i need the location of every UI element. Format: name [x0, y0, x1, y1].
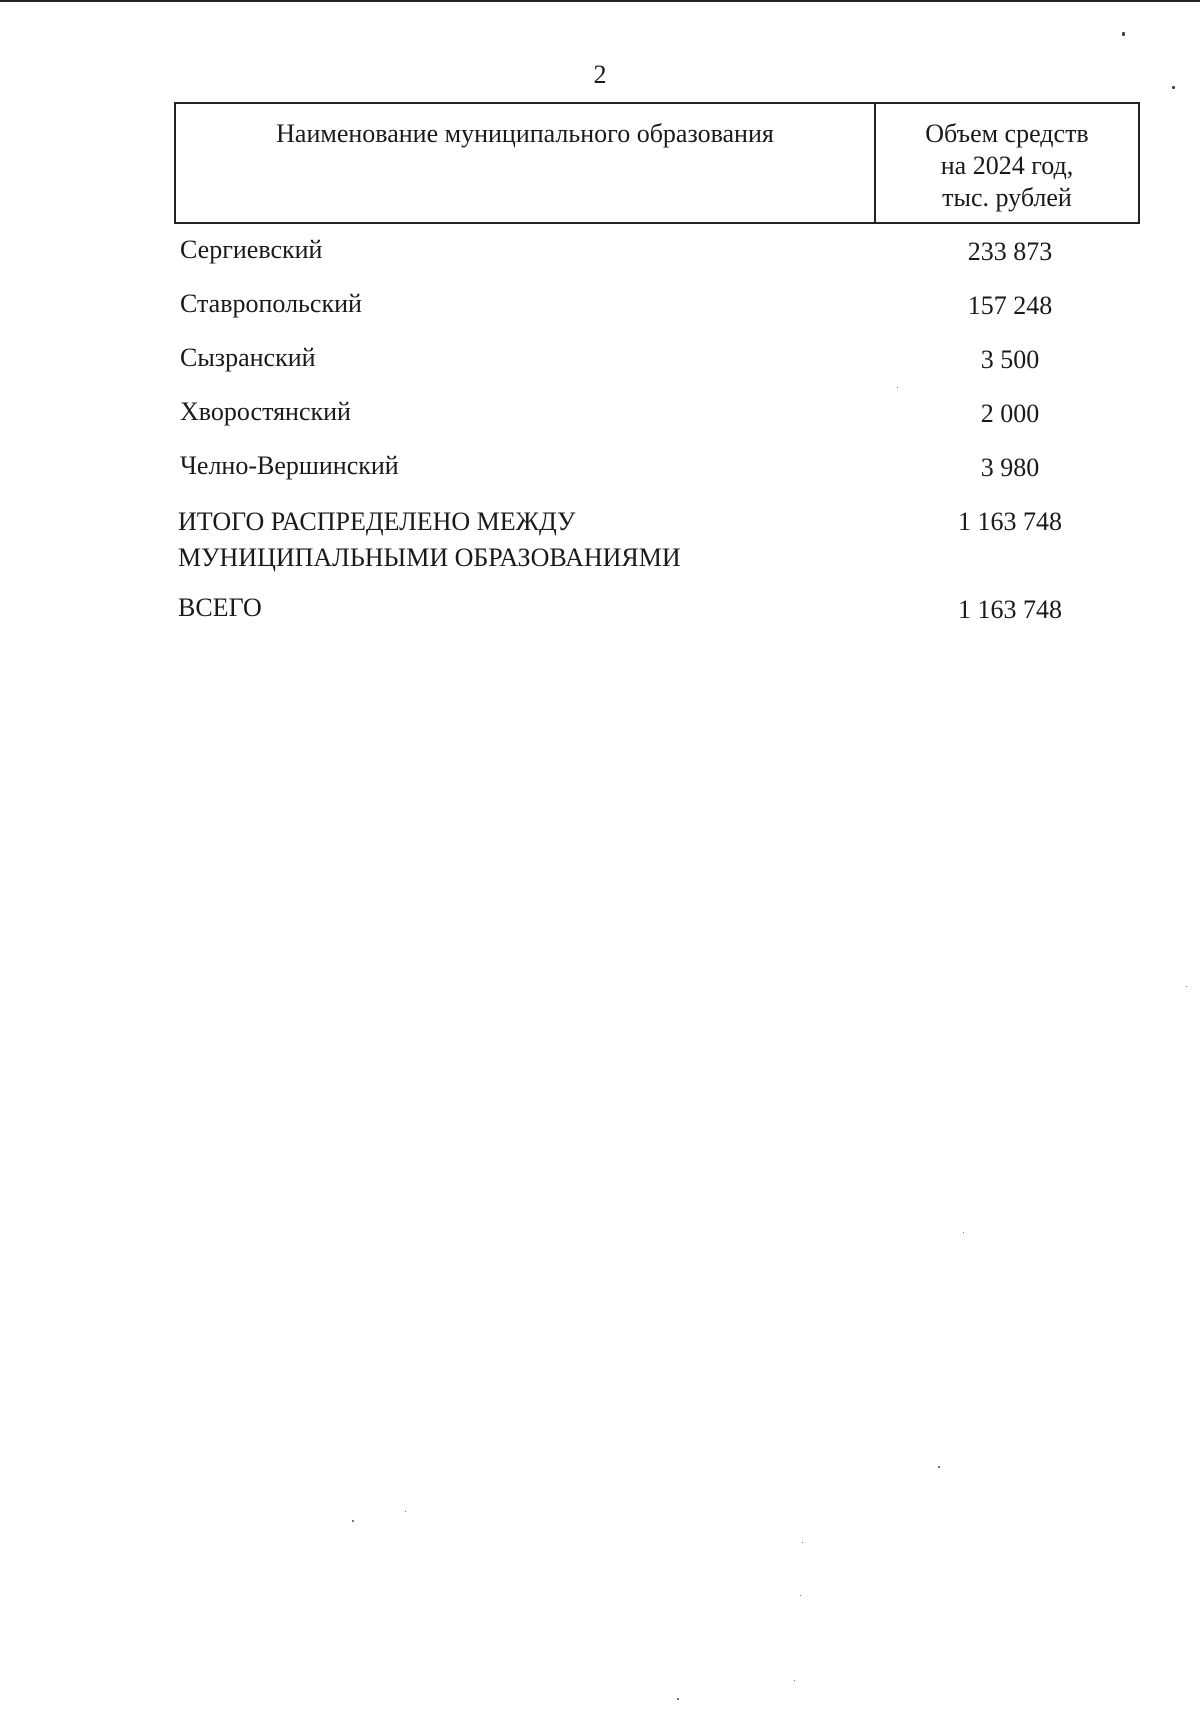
scan-speck	[800, 1595, 801, 1596]
total-distributed-amount: 1 163 748	[958, 507, 1062, 536]
municipality-amount: 3 500	[980, 345, 1040, 374]
total-distributed-label-line1: ИТОГО РАСПРЕДЕЛЕНО МЕЖДУ	[178, 507, 576, 536]
page-top-border	[0, 0, 1200, 2]
scan-speck	[794, 1680, 795, 1681]
table-row	[178, 446, 1140, 500]
scan-speck	[897, 387, 898, 388]
scan-speck	[1186, 986, 1187, 987]
table-header	[174, 102, 1140, 224]
scan-speck	[938, 1466, 940, 1468]
table-body	[178, 230, 1140, 642]
municipality-name: Ставропольский	[180, 289, 362, 318]
grand-total-row	[178, 588, 1140, 642]
header-amount-line1: Объем средств	[925, 119, 1089, 148]
grand-total-label: ВСЕГО	[178, 593, 262, 622]
table-row	[178, 284, 1140, 338]
grand-total-amount: 1 163 748	[958, 595, 1062, 624]
scan-speck	[963, 1232, 964, 1233]
scan-speck	[352, 1520, 354, 1522]
header-municipality-name: Наименование муниципального образования	[176, 104, 876, 222]
municipality-name: Сергиевский	[180, 235, 323, 264]
scan-speck	[1172, 86, 1175, 89]
municipality-name: Сызранский	[180, 343, 316, 372]
total-distributed-row	[178, 500, 1140, 588]
municipality-amount: 2 000	[980, 399, 1040, 428]
municipality-name: Хворостянский	[180, 397, 351, 426]
municipality-amount: 3 980	[980, 453, 1040, 482]
scan-speck	[677, 1698, 679, 1700]
municipality-amount: 157 248	[967, 291, 1053, 320]
table-row	[178, 392, 1140, 446]
total-distributed-label-line2: МУНИЦИПАЛЬНЫМИ ОБРАЗОВАНИЯМИ	[178, 543, 681, 572]
header-amount-line2: на 2024 год,	[940, 151, 1074, 180]
scan-speck	[802, 1542, 803, 1543]
total-distributed-label	[178, 504, 818, 576]
municipality-amount: 233 873	[967, 237, 1053, 266]
page-number: 2	[593, 60, 607, 89]
header-amount-line3: тыс. рублей	[942, 183, 1072, 212]
scan-speck	[1122, 32, 1125, 36]
table-row	[178, 230, 1140, 284]
header-amount	[876, 104, 1138, 222]
scan-speck	[405, 1511, 406, 1512]
municipality-name: Челно-Вершинский	[180, 451, 399, 480]
table-row	[178, 338, 1140, 392]
